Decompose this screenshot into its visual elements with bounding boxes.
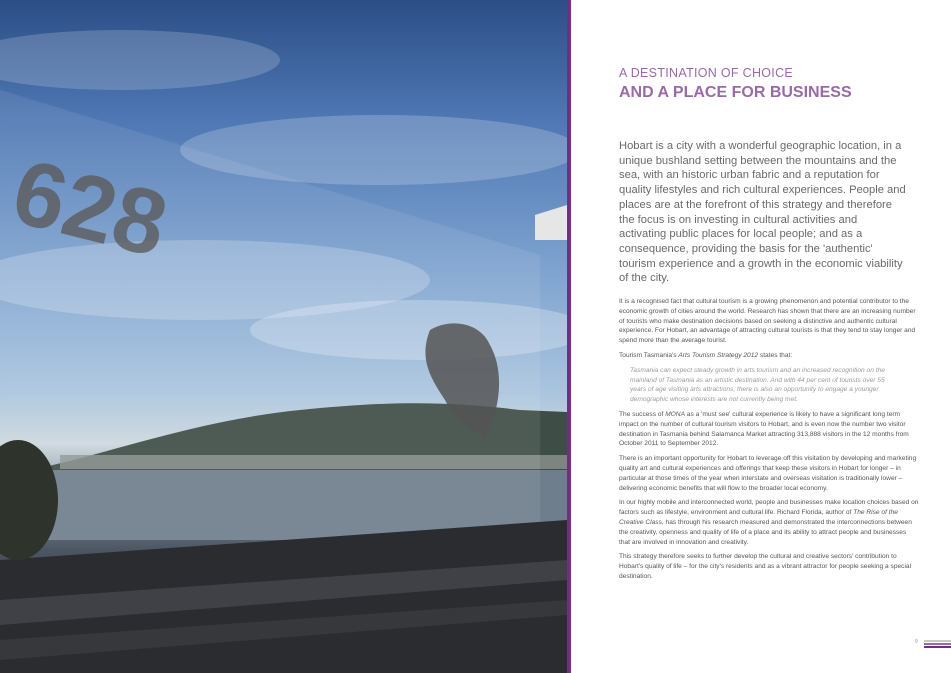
footer-bar	[924, 640, 951, 642]
page-number: 9	[915, 639, 918, 645]
paragraph-4: There is an important opportunity for Hobart to leverage off this visitation by developing and marketing quality art and cultural experiences and offerings that keep these visitors in Hobart for longer – in particular at those times of the year when interstate and overseas visitation is traditionally lower – delivering economic benefits that will flow to the broader local economy.	[619, 455, 917, 492]
footer-bars	[924, 640, 951, 649]
overlay-number: 628	[3, 140, 177, 277]
section-kicker: A DESTINATION OF CHOICE	[619, 66, 794, 80]
paragraph-3: The success of MONA as a 'must see' cultural experience is likely to have a significant long term impact on the number of cultural tourism visitors to Hobart, and is even now the number two visitor destination in Tasmania behind Salamanca Market attracting 313,888 visitors in the 12 months from October 2011 to September 2012.	[619, 410, 909, 448]
text-page	[571, 0, 951, 673]
footer-bar	[924, 643, 951, 645]
paragraph-6: This strategy therefore seeks to further develop the cultural and creative sectors' contribution to Hobart's quality of life – for the city's residents and as a vibrant attractor for people seeking a special destination.	[619, 553, 912, 580]
body-text	[619, 297, 919, 587]
paragraph-1: It is a recognised fact that cultural tourism is a growing phenomenon and potential contributor to the economic growth of cities around the world. Research has shown that there are an increasing number of tourists who make destination decisions based on seeking a distinctive and authentic cultural experience. For Hobart, an advantage of attracting cultural tourists is that they tend to stay longer and spend more than the average tourist.	[619, 298, 916, 345]
block-quote: Tasmania can expect steady growth in arts tourism and an increased recognition on the mainland of Tasmania as an artistic destination. And with 44 per cent of tourists over 55 years of age visiting arts attractions, there is also an opportunity to engage a younger demographic whose interests are not currently being met.	[630, 366, 885, 404]
paragraph-5: In our highly mobile and interconnected world, people and businesses make location choices based on factors such as lifestyle, environment and cultural life. Richard Florida, author of The Rise of the Creative Class, has through his research measured and demonstrated the interconnections between the creativity, openness and quality of life of a place and its ability to attract people and businesses that are involved in innovation and creativity.	[619, 499, 919, 546]
lead-paragraph: Hobart is a city with a wonderful geographic location, in a unique bushland setting between the mountains and the sea, with an historic urban fabric and a reputation for quality lifestyles and rich cultural experiences. People and places are at the forefront of this strategy and therefore the focus is on investing in cultural activities and activating public places for local people; and as a consequence, providing the basis for the 'authentic' tourism experience and a growth in the economic viability of the city.	[619, 140, 906, 285]
footer-bar	[924, 646, 951, 648]
section-title: AND A PLACE FOR BUSINESS	[619, 84, 852, 101]
paragraph-2: Tourism Tasmania's Arts Tourism Strategy 2012 states that:	[619, 351, 793, 359]
